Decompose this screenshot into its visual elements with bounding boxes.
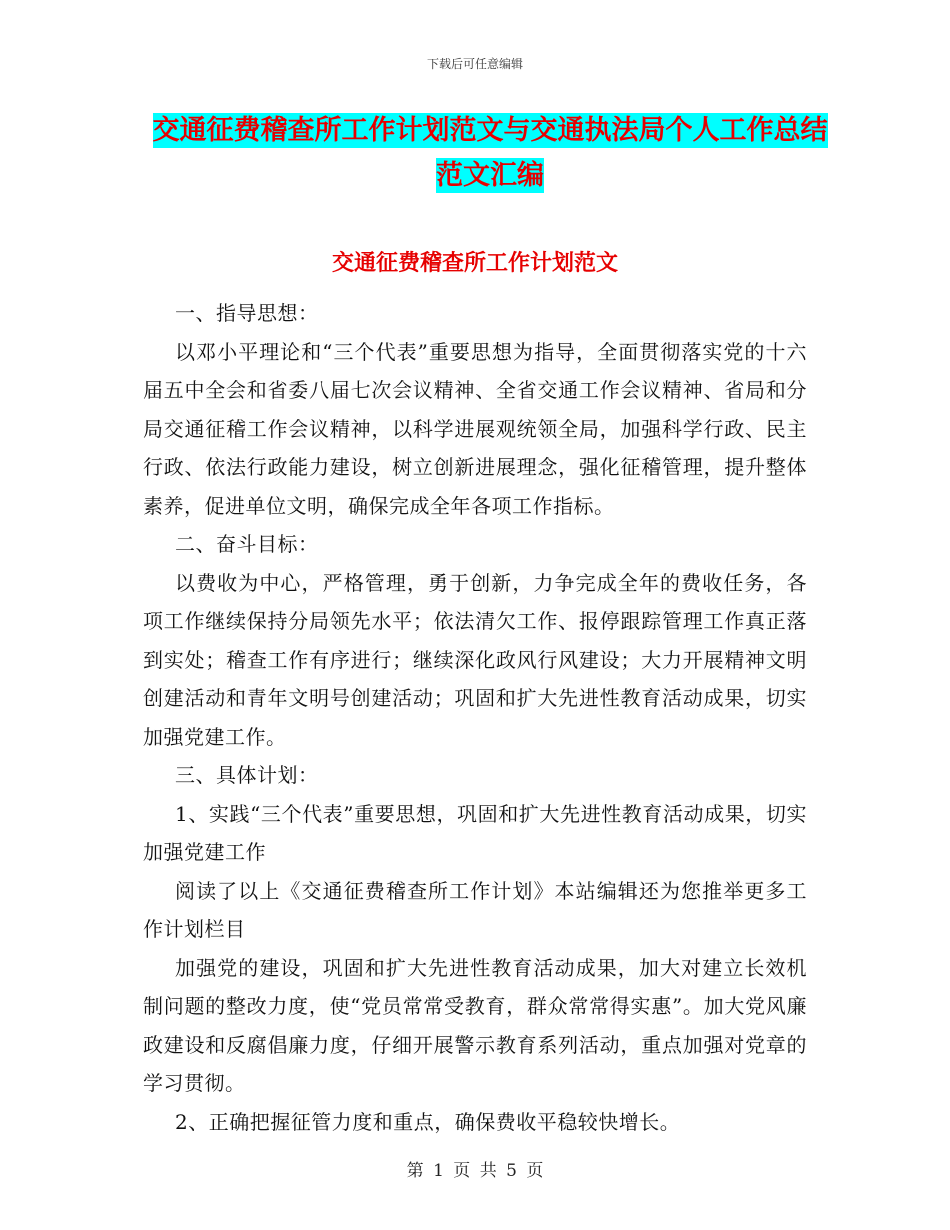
paragraph: 加强党的建设，巩固和扩大先进性教育活动成果，加大对建立长效机制问题的整改力度，使“党员常常受教育，群众常常得实惠”。加大党风廉政建设和反腐倡廉力度，仔细开展警示教育系列活动，重点加强对党章的学习贯彻。 xyxy=(143,955,807,1095)
heading-specific-plan: 三、具体计划： xyxy=(175,763,319,787)
paragraph: 阅读了以上《交通征费稽查所工作计划》本站编辑还为您推举更多工作计划栏目 xyxy=(143,878,807,941)
header-note: 下载后可任意编辑 xyxy=(426,57,523,71)
page-number: 第 1 页 共 5 页 xyxy=(406,1161,544,1181)
heading-goals: 二、奋斗目标： xyxy=(175,532,319,556)
paragraph: 以费收为中心，严格管理，勇于创新，力争完成全年的费收任务，各项工作继续保持分局领先水平；依法清欠工作、报停跟踪管理工作真正落到实处；稽查工作有序进行；继续深化政风行风建设；大力开展精神文明创建活动和青年文明号创建活动；巩固和扩大先进性教育活动成果，切实加强党建工作。 xyxy=(143,570,807,749)
document-title-text: 交通征费稽查所工作计划范文与交通执法局个人工作总结范文汇编 xyxy=(152,115,828,191)
paragraph: 1、实践“三个代表”重要思想，巩固和扩大先进性教育活动成果，切实加强党建工作 xyxy=(143,801,807,864)
heading-guiding-ideology: 一、指导思想： xyxy=(175,301,319,325)
document-title xyxy=(140,108,840,198)
document-body xyxy=(143,294,807,1141)
paragraph: 以邓小平理论和“三个代表”重要思想为指导，全面贯彻落实党的十六届五中全会和省委八届七次会议精神、全省交通工作会议精神、省局和分局交通征稽工作会议精神，以科学进展观统领全局，加强科学行政、民主行政、依法行政能力建设，树立创新进展理念，强化征稽管理，提升整体素养，促进单位文明，确保完成全年各项工作指标。 xyxy=(143,339,807,518)
section-title: 交通征费稽查所工作计划范文 xyxy=(331,251,618,276)
paragraph: 2、正确把握征管力度和重点，确保费收平稳较快增长。 xyxy=(175,1109,681,1134)
